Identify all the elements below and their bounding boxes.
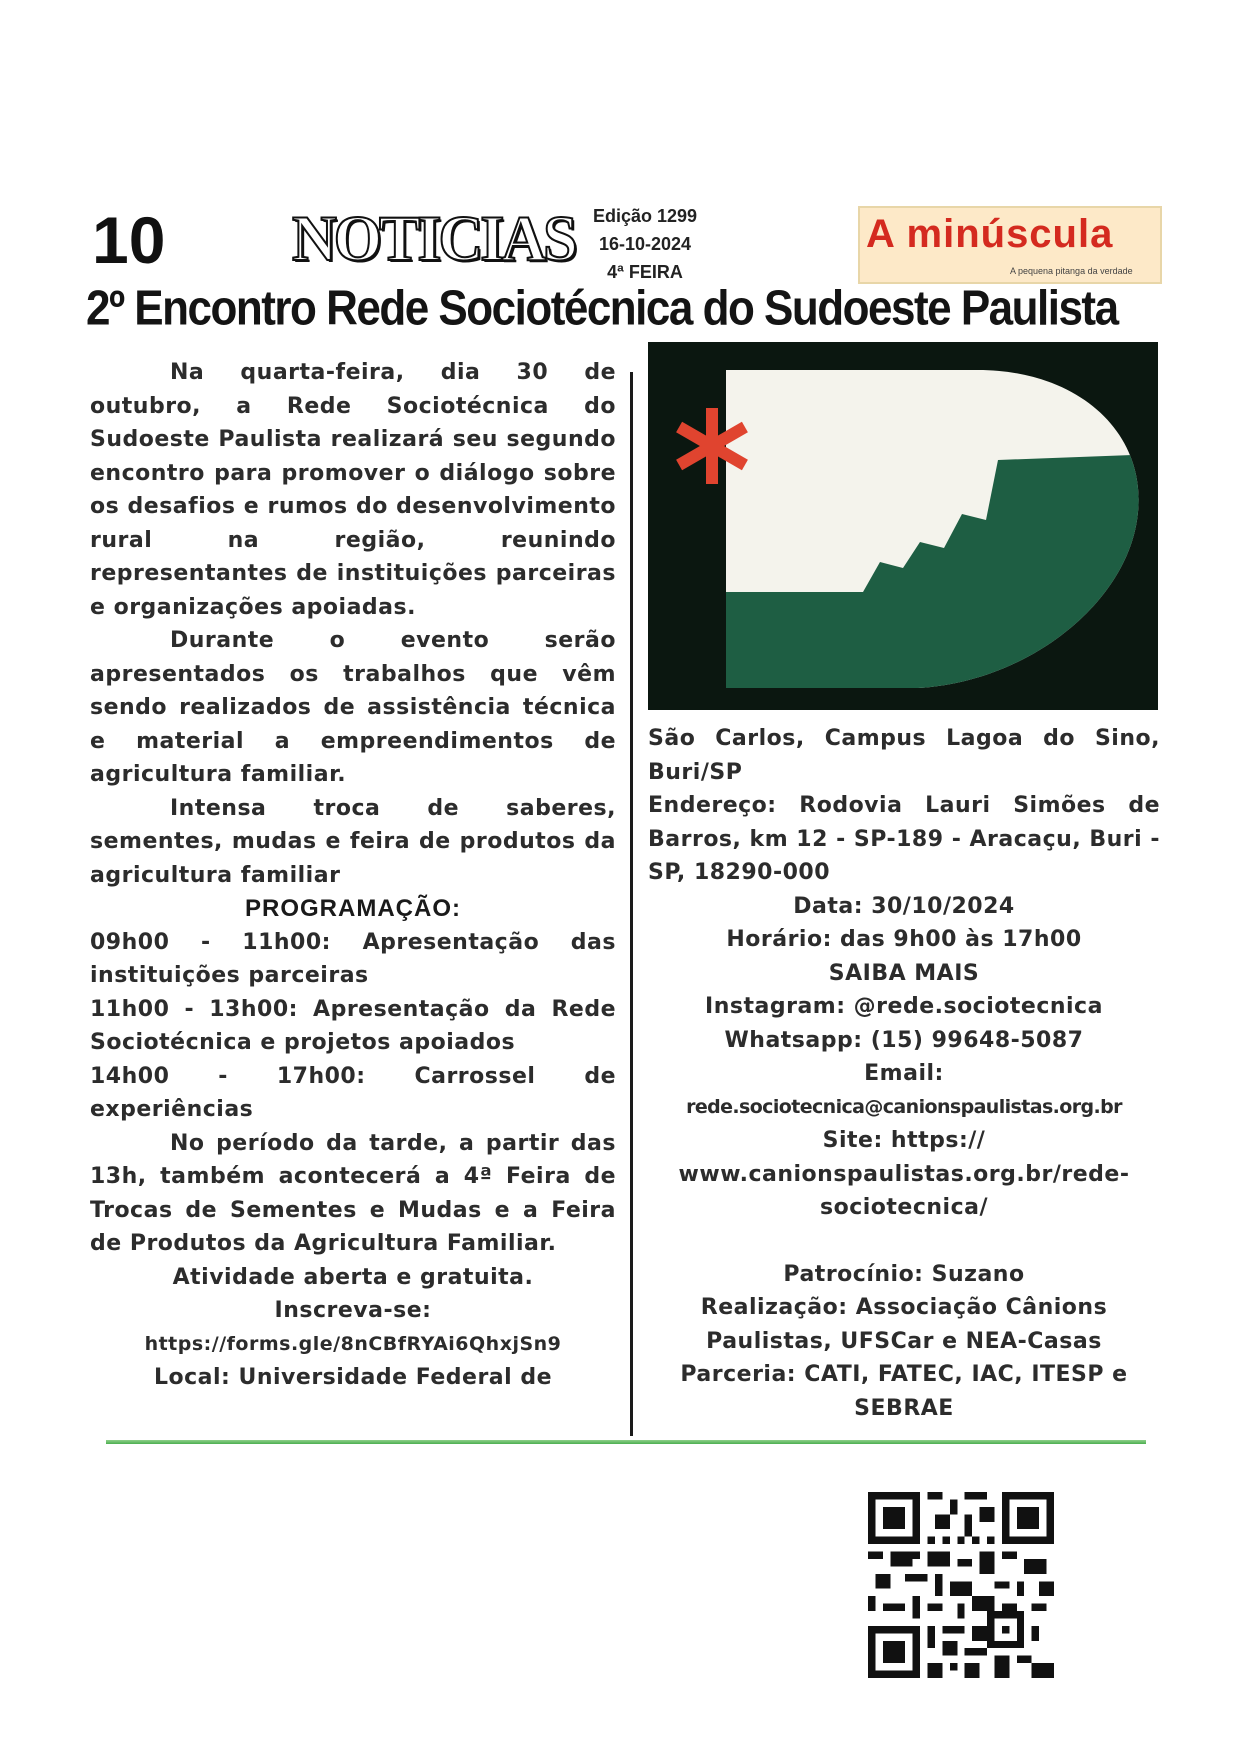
spacer [648,1225,1160,1258]
program-item-2: 11h00 - 13h00: Apresentação da Rede Sociotécnica e projetos apoiados [90,996,616,1055]
edition-weekday: 4ª FEIRA [607,262,683,282]
left-column [90,356,616,1395]
section-title: NOTICIAS [292,203,575,275]
whatsapp-contact: Whatsapp: (15) 99648-5087 [724,1027,1084,1053]
realization-line: Realização: Associação Cânions Paulistas, UFSCar e NEA-Casas [700,1295,1108,1354]
signup-link[interactable]: https://forms.gle/8nCBfRYAi6QhxjSn9 [144,1332,562,1355]
program-heading: PROGRAMAÇÃO: [245,895,461,922]
paragraph-free: Atividade aberta e gratuita. [172,1264,534,1290]
event-time: Horário: das 9h00 às 17h00 [726,927,1082,952]
edition-date: 16-10-2024 [598,234,692,254]
email-label: Email: [864,1061,944,1086]
newspaper-logo [858,206,1162,284]
email-link[interactable]: rede.sociotecnica@canionspaulistas.org.br [686,1095,1122,1118]
right-column [648,722,1160,1425]
column-divider [630,372,633,1436]
paragraph-exchange: Intensa troca de saberes, sementes, mudas e feira de produtos da agricultura familiar [90,795,616,888]
paragraph-intro: Na quarta-feira, dia 30 de outubro, a Rede Sociotécnica do Sudoeste Paulista realizará seu segundo encontro para promover o diálogo sobre os desafios e rumos do desenvolvimento rural na região, reunindo representantes de instituições parceiras e organizações apoiadas. [90,360,616,620]
location-start: Local: Universidade Federal de [153,1365,553,1390]
edition-info [560,202,730,286]
qr-code-icon [868,1492,1054,1678]
logo-text: A minúscula [866,212,1114,256]
event-date: Data: 30/10/2024 [793,893,1015,919]
location-continued: São Carlos, Campus Lagoa do Sino, Buri/SP [648,726,1160,785]
paragraph-afternoon: No período da tarde, a partir das 13h, também acontecerá a 4ª Feira de Trocas de Sementes e Mudas e a Feira de Produtos da Agricultura Familiar. [90,1130,616,1256]
page-number: 10 [92,203,166,277]
instagram-link[interactable]: Instagram: @rede.sociotecnica [705,994,1103,1019]
site-link-part1[interactable]: www.canionspaulistas.org.br/rede- [678,1161,1130,1187]
logo-tagline: A pequena pitanga da verdade [1010,266,1133,276]
headline: 2º Encontro Rede Sociotécnica do Sudoeste Paulista [86,281,1118,336]
bottom-rule [106,1440,1146,1444]
more-info-heading: SAIBA MAIS [828,960,980,986]
site-link-part2[interactable]: sociotecnica/ [819,1195,988,1220]
edition-number: Edição 1299 [592,206,698,226]
rede-sociotecnica-logo [648,342,1158,710]
qr-code[interactable] [868,1492,1054,1678]
event-logo-image [648,342,1158,710]
event-address: Endereço: Rodovia Lauri Simões de Barros, km 12 - SP-189 - Aracaçu, Buri - SP, 18290-000 [648,793,1160,885]
partnership-line: Parceria: CATI, FATEC, IAC, ITESP e SEBRAE [680,1362,1128,1421]
program-item-3: 14h00 - 17h00: Carrossel de experiências [90,1063,616,1122]
paragraph-event: Durante o evento serão apresentados os trabalhos que vêm sendo realizados de assistência técnica e material a empreendimentos de agricultura familiar. [90,628,616,787]
site-label: Site: https:// [822,1128,986,1153]
sponsor-line: Patrocínio: Suzano [783,1261,1025,1287]
signup-label: Inscreva-se: [274,1298,432,1323]
program-item-1: 09h00 - 11h00: Apresentação das instituições parceiras [90,929,616,988]
